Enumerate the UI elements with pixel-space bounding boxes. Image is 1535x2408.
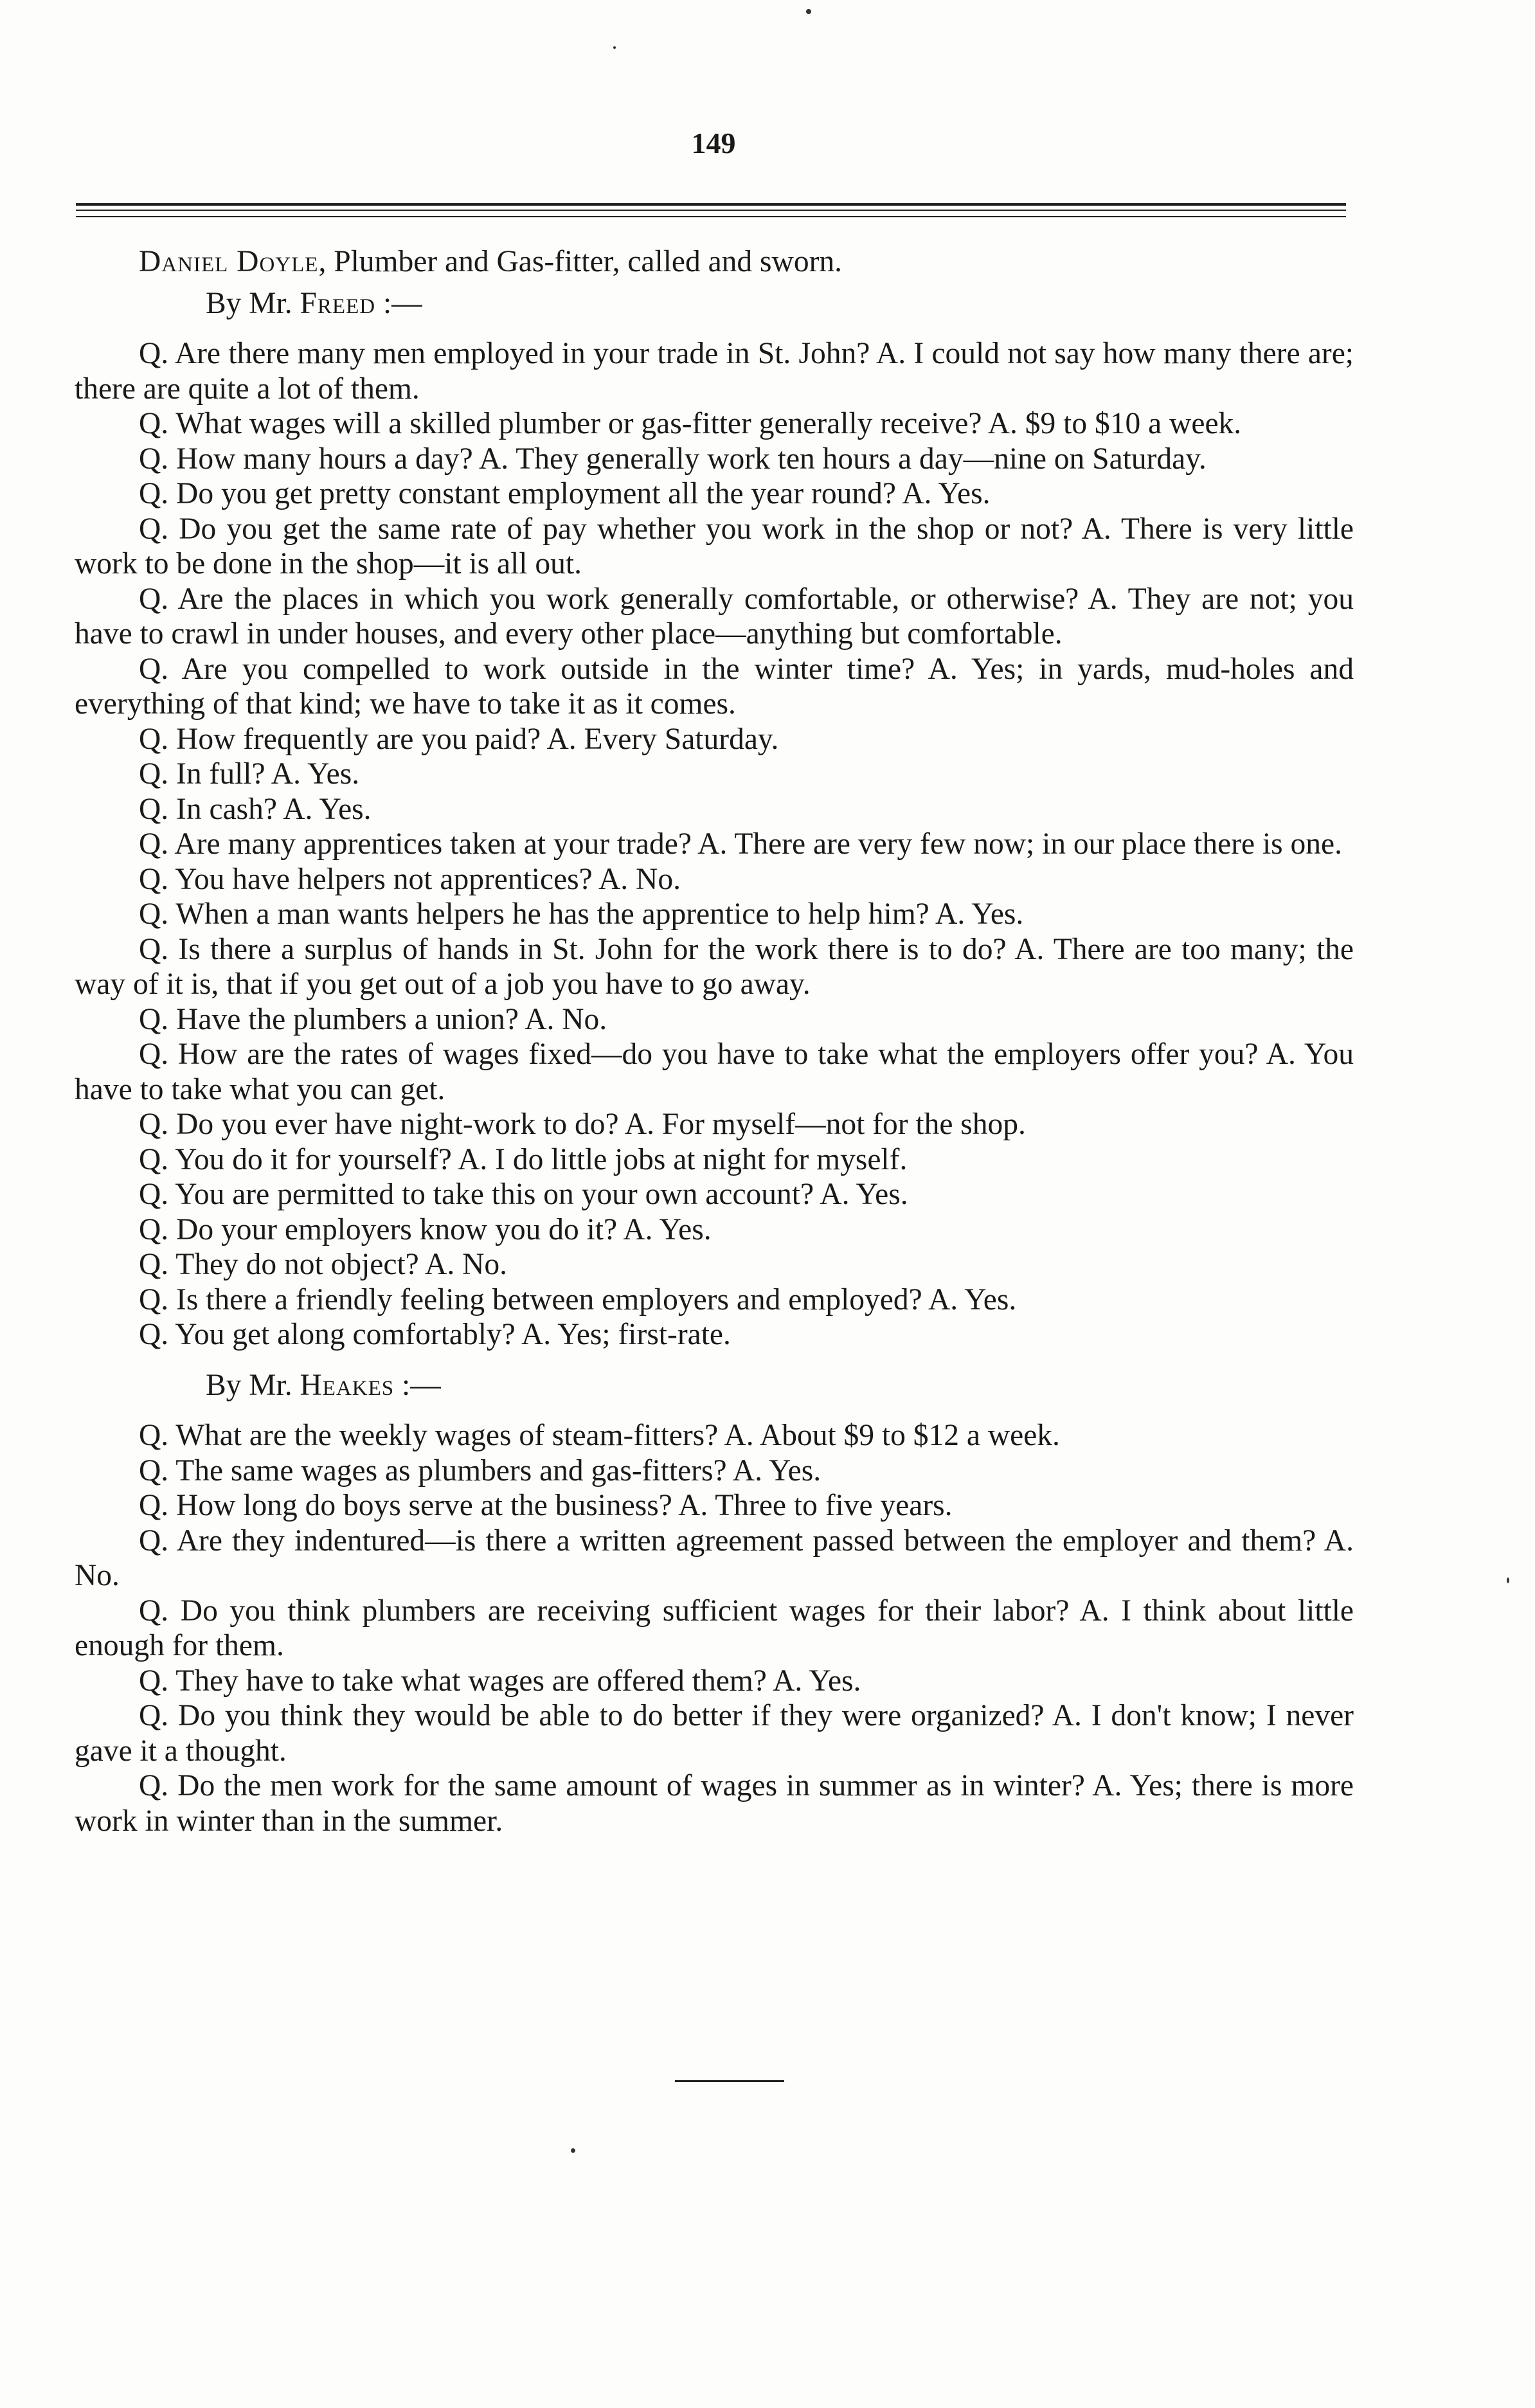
qa-item: Q. How many hours a day? A. They generally work ten hours a day—nine on Saturday.	[139, 442, 1207, 476]
qa-item: Q. They have to take what wages are offered them? A. Yes.	[139, 1664, 861, 1698]
qa-item: Q. Do the men work for the same amount of wages in summer as in winter? A. Yes; there is more work in winter than in the summer.	[75, 1769, 1354, 1838]
qa-list-heakes	[75, 1418, 1354, 1838]
print-speck	[571, 2148, 575, 2153]
testimony-body	[75, 239, 1354, 1838]
examiner-prefix: By Mr.	[206, 286, 300, 320]
print-speck	[1507, 1577, 1509, 1583]
qa-item: Q. Do you get the same rate of pay whether you work in the shop or not? A. There is very little work to be done in the shop—it is all out.	[75, 512, 1354, 580]
qa-item: Q. Is there a friendly feeling between employers and employed? A. Yes.	[139, 1282, 1017, 1316]
qa-item: Q. Do you ever have night-work to do? A. For myself—not for the shop.	[139, 1108, 1026, 1141]
qa-list-freed	[75, 336, 1354, 1352]
qa-item: Q. In cash? A. Yes.	[139, 792, 372, 826]
qa-item: Q. You have helpers not apprentices? A. No.	[139, 862, 681, 896]
qa-item: Q. Do you think plumbers are receiving sufficient wages for their labor? A. I think about little enough for them.	[75, 1594, 1354, 1662]
examiner-suffix: :—	[375, 286, 422, 320]
qa-item: Q. The same wages as plumbers and gas-fitters? A. Yes.	[139, 1453, 821, 1487]
examiner-line-freed	[75, 286, 1354, 321]
qa-item: Q. How long do boys serve at the business? A. Three to five years.	[139, 1489, 953, 1522]
qa-item: Q. When a man wants helpers he has the apprentice to help him? A. Yes.	[139, 897, 1024, 931]
qa-item: Q. Have the plumbers a union? A. No.	[139, 1002, 607, 1036]
qa-item: Q. Are you compelled to work outside in the winter time? A. Yes; in yards, mud-holes and everything of that kind; we have to take it as it comes.	[75, 652, 1354, 721]
examiner-prefix: By Mr.	[206, 1368, 300, 1402]
qa-item: Q. Are there many men employed in your trade in St. John? A. I could not say how many there are; there are quite a lot of them.	[75, 337, 1354, 406]
witness-name: Daniel Doyle	[139, 245, 319, 278]
qa-item: Q. They do not object? A. No.	[139, 1248, 507, 1281]
qa-item: Q. How are the rates of wages fixed—do you have to take what the employers offer you? A. You have to take what you can get.	[75, 1038, 1354, 1106]
qa-item: Q. How frequently are you paid? A. Every Saturday.	[139, 722, 779, 756]
qa-item: Q. Do you get pretty constant employment all the year round? A. Yes.	[139, 477, 991, 510]
page-number: 149	[691, 127, 736, 159]
qa-item: Q. Do your employers know you do it? A. Yes.	[139, 1212, 712, 1246]
section-end-rule	[675, 2080, 784, 2082]
witness-heading	[75, 244, 1354, 280]
witness-description: , Plumber and Gas-fitter, called and sworn.	[318, 245, 843, 278]
header-rule	[76, 203, 1346, 217]
qa-item: Q. You do it for yourself? A. I do little jobs at night for myself.	[139, 1142, 908, 1176]
qa-item: Q. What wages will a skilled plumber or gas-fitter generally receive? A. $9 to $10 a week.	[139, 407, 1242, 440]
examiner-name: Heakes	[300, 1368, 395, 1402]
qa-item: Q. You get along comfortably? A. Yes; first-rate.	[139, 1318, 731, 1351]
qa-item: Q. What are the weekly wages of steam-fitters? A. About $9 to $12 a week.	[139, 1419, 1060, 1452]
qa-item: Q. In full? A. Yes.	[139, 757, 360, 791]
examiner-suffix: :—	[394, 1368, 441, 1402]
qa-item: Q. Are many apprentices taken at your trade? A. There are very few now; in our place there is one.	[139, 827, 1342, 861]
qa-item: Q. Is there a surplus of hands in St. John for the work there is to do? A. There are too many; the way of it is, that if you get out of a job you have to go away.	[75, 932, 1354, 1001]
qa-item: Q. Are they indentured—is there a written agreement passed between the employer and them? A. No.	[75, 1523, 1354, 1592]
qa-item: Q. You are permitted to take this on your own account? A. Yes.	[139, 1178, 908, 1211]
qa-item: Q. Are the places in which you work generally comfortable, or otherwise? A. They are not; you have to crawl in under houses, and every other place—anything but comfortable.	[75, 582, 1354, 651]
qa-item: Q. Do you think they would be able to do better if they were organized? A. I don't know; I never gave it a thought.	[75, 1699, 1354, 1768]
print-speck	[806, 9, 811, 14]
examiner-name: Freed	[300, 286, 376, 320]
examiner-line-heakes	[75, 1368, 1354, 1403]
print-speck	[613, 46, 616, 49]
